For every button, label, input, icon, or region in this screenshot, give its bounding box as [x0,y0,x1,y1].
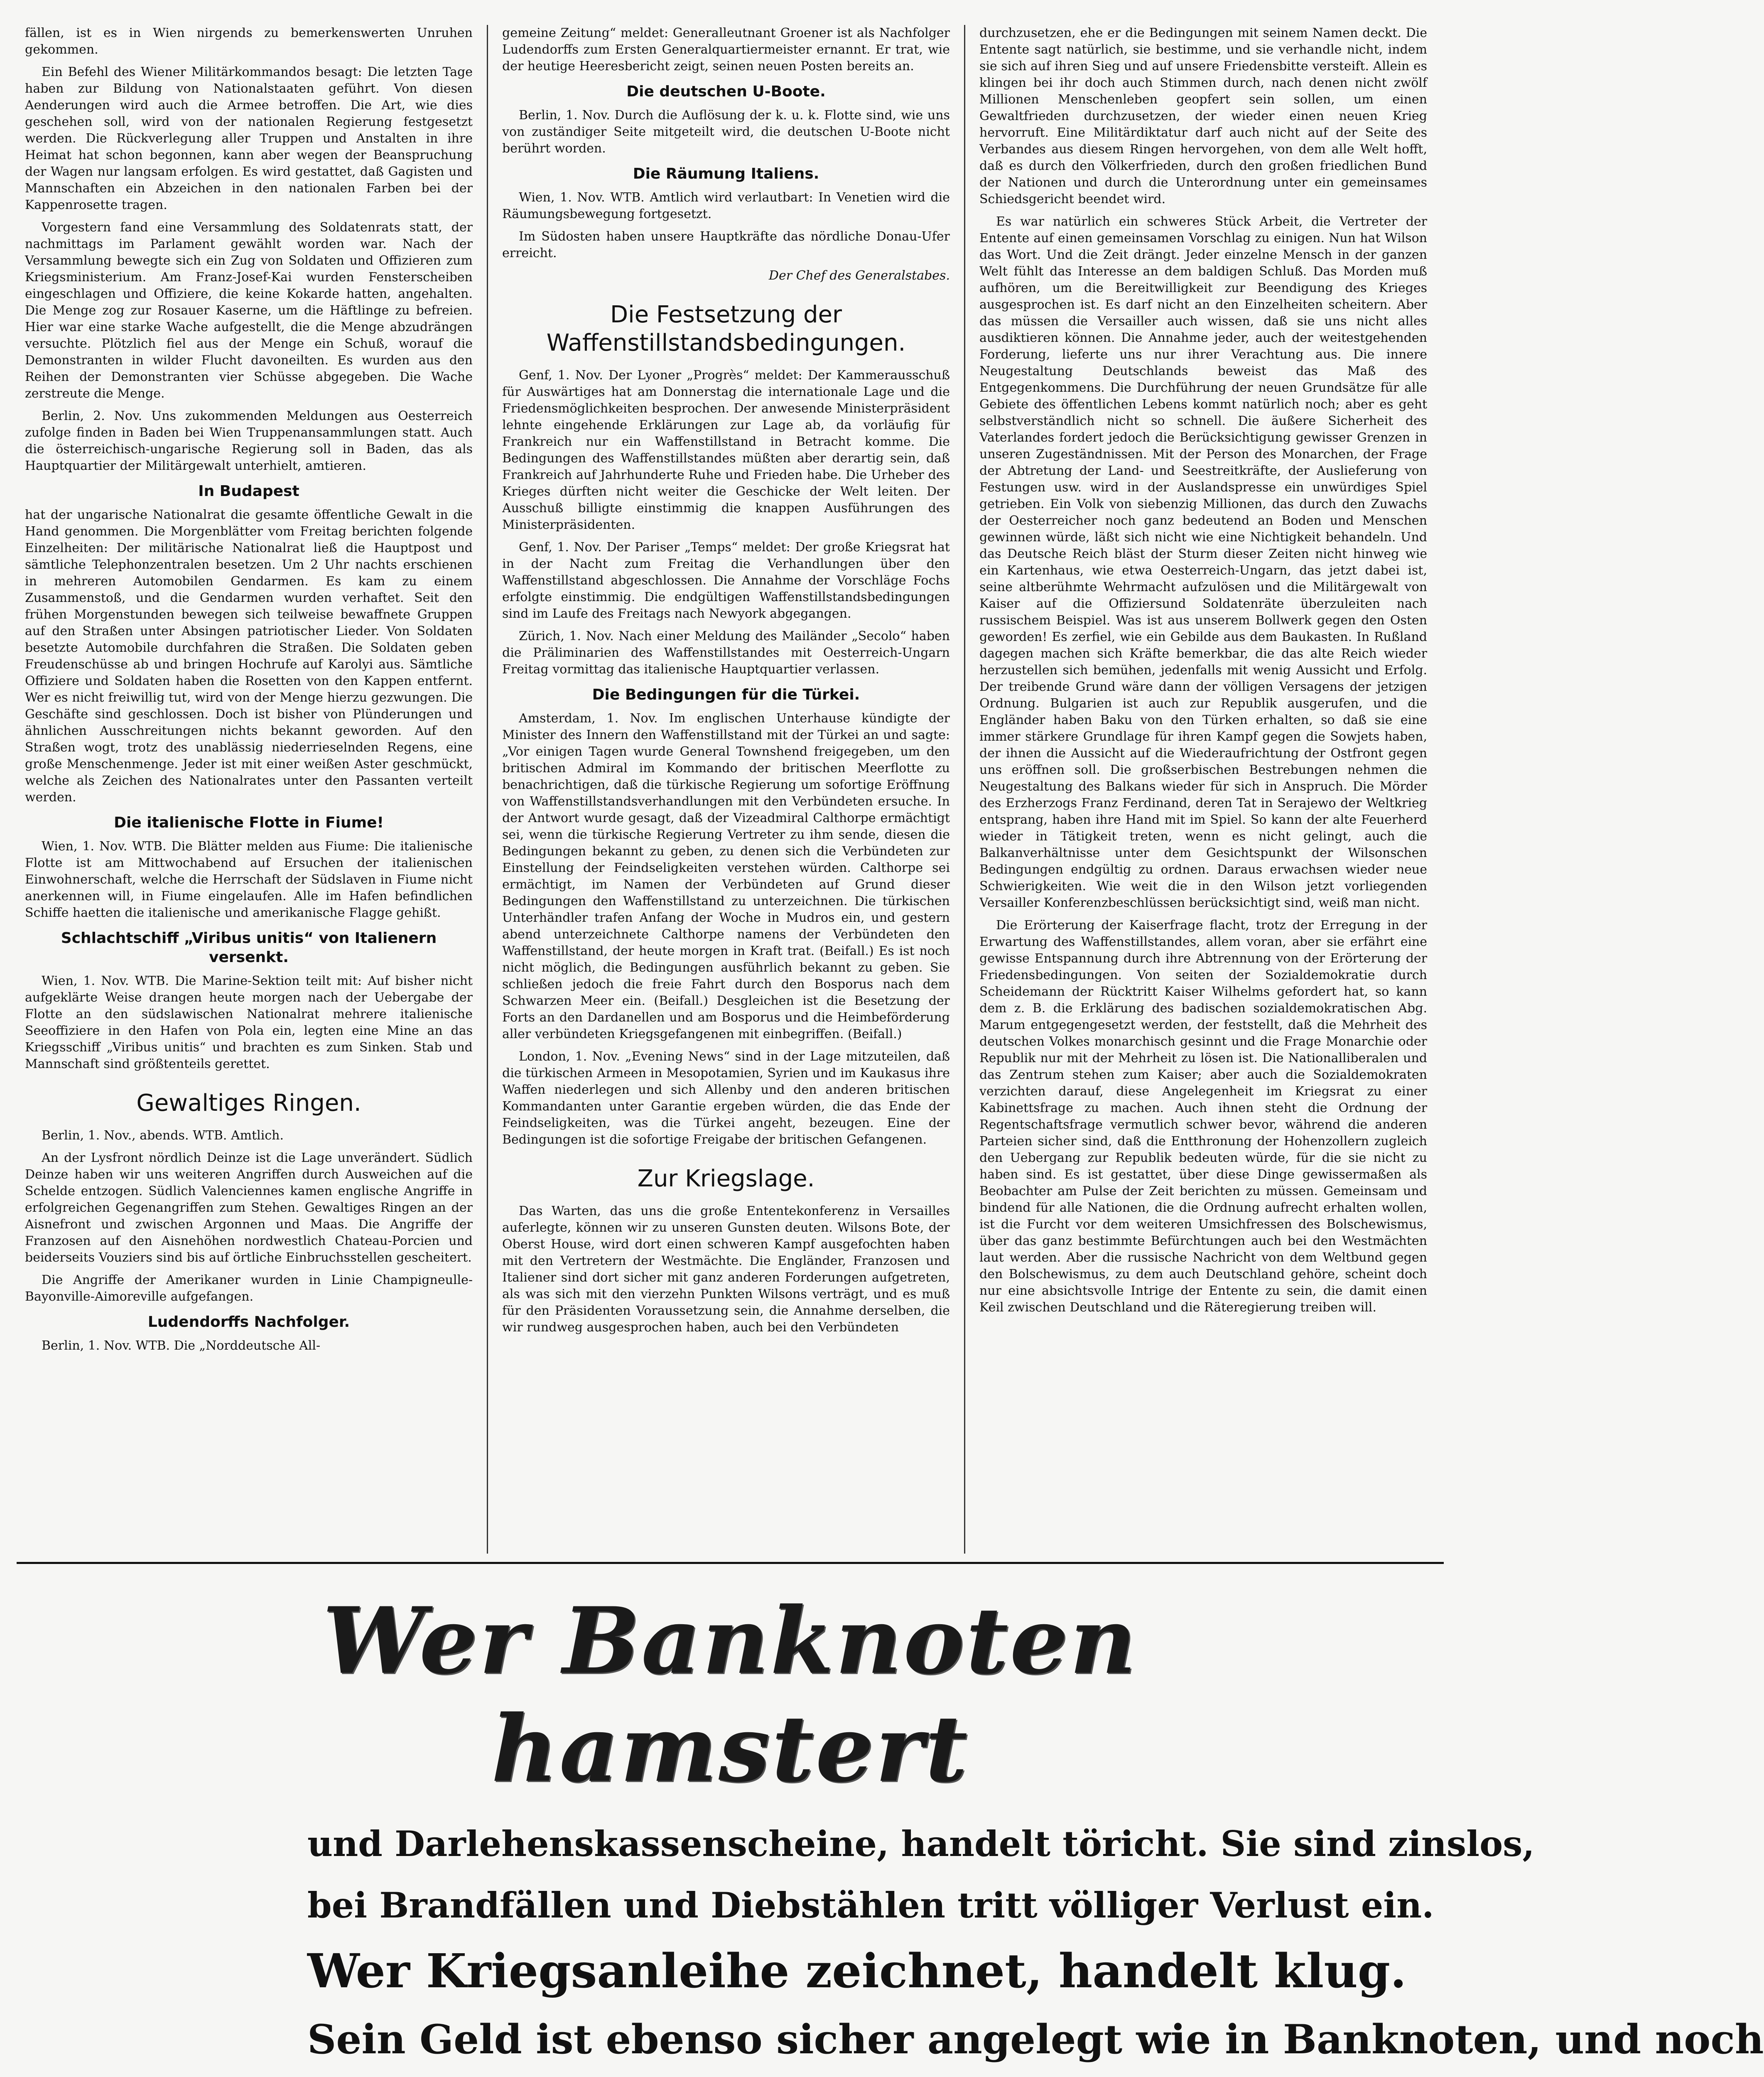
article-heading: Schlachtschiff „Viribus unitis“ von Italienern versenkt. [61,930,437,966]
article-heading: In Budapest [198,483,299,500]
article-paragraph: Berlin, 1. Nov. Durch die Auflösung der k. u. k. Flotte sind, wie uns von zuständiger Seite mitgeteilt wird, die deutschen U-Boote nicht berührt worden. [502,108,950,156]
article-heading: Die Bedingungen für die Türkei. [592,686,860,703]
article-paragraph: durchzusetzen, ehe er die Bedingungen mit seinem Namen deckt. Die Entente sagt natürlich, sie bestimme, und sie verhandle nicht, indem sie sich auf ihren Sieg und auf unsere Friedensbitte versteift. Allein es klingen bei ihr doch auch Stimmen durch, nach denen nicht zwölf Millionen Menschenleben geopfert sein sollen, um einen Gewaltfrieden durchzusetzen, der wieder einen neuen Krieg hervorruft. Eine Militärdiktatur darf auch nicht auf der Seite des Verbandes aus diesem Ringen hervorgehen, von dem alle Welt hofft, daß es durch den Völkerfrieden, durch den großen friedlichen Bund der Nationen und durch die Unterordnung unter ein gemeinsames Schiedsgericht beendet wird. [979,26,1427,206]
article-heading: Ludendorffs Nachfolger. [147,1313,350,1331]
column-2 [487,25,964,1554]
article-paragraph: Es war natürlich ein schweres Stück Arbeit, die Vertreter der Entente auf einen gemeinsamen Vorschlag zu einigen. Nun hat Wilson das Wort. Und die Zeit drängt. Jeder einzelne Mensch in der ganzen Welt fühlt das Interesse an dem baldigen Schluß. Das Morden muß aufhören, um die Bereitwilligkeit zur Beendigung des Krieges ausgesprochen ist. Es darf nicht an den Einzelheiten scheitern. Aber das müssen die Versailler auch wissen, daß sie uns nicht alles ausdiktieren können. Die Annahme jeder, auch der weitestgehenden Forderung, lieferte uns nur ihrer Verachtung aus. Die innere Neugestaltung Deutschlands beweist das Maß des Entgegenkommens. Die Durchführung der neuen Grundsätze für alle Gebiete des öffentlichen Lebens kommt natürlich noch; aber es geht selbstverständlich nicht so schnell. Die äußere Sicherheit des Vaterlandes fordert jedoch die Berücksichtigung gewisser Grenzen in unseren Zugeständnissen. Mit der Person des Monarchen, der Frage der Abtretung der Land- und Seestreitkräfte, der Auslieferung von Festungen usw. wird in der Auslandspresse ein unwürdiges Spiel getrieben. Ein Volk von siebenzig Millionen, das durch den Zuwachs der Oesterreicher noch ganz bedeutend an Boden und Menschen gewinnen würde, läßt sich nicht wie eine Nichtigkeit behandeln. Und das Deutsche Reich bläst der Sturm dieser Zeiten nicht hinweg wie ein Kartenhaus, wie etwa Oesterreich-Ungarn, das jetzt dabei ist, seine altberühmte Wehrmacht aufzulösen und die Militärgewalt von Kaiser auf die Offiziersund Soldatenräte überzuleiten nach russischem Beispiel. Was ist aus unserem Bollwerk gegen den Osten geworden! Es zerfiel, wie ein Gebilde aus dem Baukasten. In Rußland dagegen machen sich Kräfte bemerkbar, die das alte Reich wieder herzustellen sich bemühen, jedenfalls mit wenig Aussicht und Erfolg. Der treibende Grund wäre dann der völligen Versagens der jetzigen Ordnung. Bulgarien ist auch zur Republik ausgerufen, und die Engländer haben Baku von den Türken erhalten, so daß sie eine immer stärkere Grundlage für ihren Kampf gegen die Sowjets haben, der ihnen die Aussicht auf die Wiederaufrichtung der Ostfront gegen uns eröffnen soll. Die großserbischen Bestrebungen nehmen die Neugestaltung des Balkans wieder für sich in Anspruch. Die Mörder des Erzherzogs Franz Ferdinand, deren Tat in Serajewo der Weltkrieg entsprang, haben ihre Hand mit im Spiel. So kann der alte Feuerherd wieder in Tätigkeit treten, wenn es nicht gelingt, auch die Balkanverhältnisse unter dem Gesichtspunkt der Wilsonschen Bedingungen endgültig zu ordnen. Daraus erwachsen wieder neue Schwierigkeiten. Wie weit die in den Wilson jetzt vorliegenden Versailler Konferenzbeschlüssen berücksichtigt sind, weiß man nicht. [979,214,1427,910]
article-paragraph: Berlin, 1. Nov., abends. WTB. Amtlich. [42,1128,284,1143]
ad-text-line-4: Sein Geld ist ebenso sicher angelegt wie in Banknoten, und noch [307,2016,1764,2063]
article-paragraph: fällen, ist es in Wien nirgends zu bemerkenswerten Unruhen gekommen. [25,26,473,57]
article-paragraph: Berlin, 1. Nov. WTB. Die „Norddeutsche All- [42,1338,321,1353]
section-heading: Die Festsetzung der Waffenstillstandsbedingungen. [546,301,906,356]
article-paragraph: An der Lysfront nördlich Deinze ist die Lage unverändert. Südlich Deinze haben wir uns weiteren Angriffen durch Ausweichen auf die Schelde entzogen. Südlich Valenciennes kamen englische Angriffe in erfolgreichen Gegenangriffen zum Stehen. Gewaltiges Ringen an der Aisnefront und zwischen Argonnen und Maas. Die Angriffe der Franzosen auf den Aisnehöhen nordwestlich Chateau-Porcien und beiderseits Vouziers sind bis auf örtliche Einbruchsstellen gescheitert. [25,1151,473,1265]
article-paragraph: Ein Befehl des Wiener Militärkommandos besagt: Die letzten Tage haben zur Bildung von Nationalstaaten geführt. Von diesen Aenderungen wird auch die Armee betroffen. Die Art, wie dies geschehen soll, wird von der nationalen Regierung festgesetzt werden. Die Rückverlegung aller Truppen und Anstalten in ihre Heimat hat schon begonnen, kann aber wegen der Beanspruchung der Wagen nur langsam erfolgen. Es wird gestattet, daß Gagisten und Mannschaften ein Abzeichen in den nationalen Farben bei der Kappenrosette tragen. [25,65,473,212]
column-1 [17,25,487,1554]
article-paragraph: Wien, 1. Nov. WTB. Die Blätter melden aus Fiume: Die italienische Flotte ist am Mittwochabend auf Ersuchen der italienischen Einwohnerschaft, welche die Herrschaft der Südslaven in Fiume nicht anerkennen will, in Fiume eingelaufen. Alle im Hafen befindlichen Schiffe haetten die italienische und amerikanische Flagge gehißt. [25,839,473,920]
article-paragraph: London, 1. Nov. „Evening News“ sind in der Lage mitzuteilen, daß die türkischen Armeen in Mesopotamien, Syrien und im Kaukasus ihre Waffen niederlegen und sich Allenby und den anderen britischen Kommandanten unter Garantie ergeben würden, die das Ende der Feindseligkeiten, was die Türkei angeht, bezeugen. Eine der Bedingungen ist die sofortige Freigabe der britischen Gefangenen. [502,1049,950,1147]
ad-text-line-2: bei Brandfällen und Diebstählen tritt völliger Verlust ein. [307,1885,1434,1926]
article-paragraph: hat der ungarische Nationalrat die gesamte öffentliche Gewalt in die Hand genommen. Die Morgenblätter vom Freitag berichten folgende Einzelheiten: Der militärische Nationalrat ließ die Hauptpost und sämtliche Telephonzentralen besetzen. Um 2 Uhr nachts erschienen in mehreren Automobilen Gendarmen. Es kam zu einem Zusammenstoß, und die Gendarmen wurden verhaftet. Seit den frühen Morgenstunden bewegen sich teilweise bewaffnete Gruppen auf den Straßen unter Absingen patriotischer Lieder. Von Soldaten besetzte Automobile durchfahren die Straßen. Die Soldaten geben Freudenschüsse ab und bringen Hochrufe auf Karolyi aus. Sämtliche Offiziere und Soldaten haben die Rosetten von den Kappen entfernt. Wer es nicht freiwillig tut, wird von der Menge hierzu gezwungen. Die Geschäfte sind geschlossen. Doch ist bisher von Plünderungen und ähnlichen Ausschreitungen nichts bekannt geworden. Auf den Straßen wogt, trotz des unablässig niederrieselnden Regens, eine große Menschenmenge. Jeder ist mit einer weißen Aster geschmückt, welche als Zeichen des Nationalrates unter den Passanten verteilt werden. [25,508,473,805]
article-paragraph: Berlin, 2. Nov. Uns zukommenden Meldungen aus Oesterreich zufolge finden in Baden bei Wien Truppenansammlungen statt. Auch die österreichisch-ungarische Regierung soll in Baden, das als Hauptquartier der Militärgewalt unterhielt, amtieren. [25,409,473,473]
war-bond-advertisement [83,1587,1764,2077]
section-divider [17,1562,1444,1564]
article-paragraph: Wien, 1. Nov. WTB. Die Marine-Sektion teilt mit: Auf bisher nicht aufgeklärte Weise drangen heute morgen nach der Uebergabe der Flotte an den südslawischen Nationalrat mehrere italienische Seeoffiziere in den Hafen von Pola ein, legten eine Mine an das Kriegsschiff „Viribus unitis“ und brachten es zum Sinken. Stab und Mannschaft sind größtenteils gerettet. [25,974,473,1071]
article-paragraph: Im Südosten haben unsere Hauptkräfte das nördliche Donau-Ufer erreicht. [502,229,950,260]
article-paragraph: gemeine Zeitung“ meldet: Generalleutnant Groener ist als Nachfolger Ludendorffs zum Ersten Generalquartiermeister ernannt. Er trat, wie der heutige Heeresbericht zeigt, seinen neuen Posten bereits an. [502,26,950,74]
article-paragraph: Die Erörterung der Kaiserfrage flacht, trotz der Erregung in der Erwartung des Waffenstillstandes, allem voran, aber sie erfährt eine gewisse Entspannung durch ihre Abtrennung von der Erörterung der Friedensbedingungen. Von seiten der Sozialdemokratie durch Scheidemann der Rücktritt Kaiser Wilhelms gefordert hat, so kann dem z. B. die Erklärung des badischen sozialdemokratischen Abg. Marum entgegengesetzt werden, der feststellt, daß die Mehrheit des deutschen Volkes monarchisch gesinnt und die Frage Monarchie oder Republik nur mit der Mehrheit zu lösen ist. Die Nationalliberalen und das Zentrum stehen zum Kaiser; aber auch die Sozialdemokraten verzichten darauf, diese Angelegenheit im Kriegsrat zu einer Kabinettsfrage zu machen. Auch ihnen steht die Ordnung der Regentschaftsfrage vermutlich schwer bevor, während die anderen Parteien sicher sind, daß die Entthronung der Hohenzollern zugleich den Uebergang zur Republik bedeuten würde, für die sie nicht zu haben sind. Es ist gestattet, über diese Dinge gewissermaßen als Beobachter am Pulse der Zeit berichten zu müssen. Gemeinsam und bindend für alle Nationen, die die Ordnung aufrecht erhalten wollen, ist die Furcht vor dem weiteren Umsichfressen des Bolschewismus, über das ganz bestimmte Befürchtungen auch bei den Westmächten laut werden. Aber die russische Nachricht von dem Weltbund gegen den Bolschewismus, zu dem auch Deutschland gehöre, scheint doch nur eine absichtsvolle Intrige der Entente zu sein, die damit einen Keil zwischen Deutschland und die Räteregierung treiben will. [979,918,1427,1315]
section-heading: Zur Kriegslage. [637,1165,815,1192]
article-paragraph: Genf, 1. Nov. Der Lyoner „Progrès“ meldet: Der Kammerausschuß für Auswärtiges hat am Donnerstag die internationale Lage und die Friedensmöglichkeiten besprochen. Der anwesende Ministerpräsident lehnte eingehende Erklärungen zur Lage ab, da vorläufig für Frankreich nur ein Waffenstillstand in Betracht komme. Die Bedingungen des Waffenstillstandes müßten aber derartig sein, daß Frankreich auf Jahrhunderte Ruhe und Frieden habe. Die Urheber des Krieges dürften nicht weiter die Geschicke der Welt leiten. Der Ausschuß billigte einstimmig die knappen Ausführungen des Ministerpräsidenten. [502,368,950,532]
article-paragraph: Amsterdam, 1. Nov. Im englischen Unterhause kündigte der Minister des Innern den Waffenstillstand mit der Türkei an und sagte: „Vor einigen Tagen wurde General Townshend freigegeben, um den britischen Admiral im Kommando der britischen Meerflotte zu benachrichtigen, daß die türkische Regierung um sofortige Eröffnung von Waffenstillstandsverhandlungen mit den Verbündeten ersuche. In der Antwort wurde gesagt, daß der Vizeadmiral Calthorpe ermächtigt sei, wenn die türkische Regierung Vertreter zu ihm sende, diesen die Bedingungen bekannt zu geben, zu denen sich die Verbündeten zur Einstellung der Feindseligkeiten verstehen würden. Calthorpe sei ermächtigt, im Namen der Verbündeten auf Grund dieser Bedingungen den Waffenstillstand zu unterzeichnen. Die türkischen Unterhändler trafen Anfang der Woche in Mudros ein, und gestern abend unterzeichnete Calthorpe namens der Verbündeten den Waffenstillstand, der heute morgen in Kraft trat. (Beifall.) Es ist noch nicht möglich, die Bedingungen ausführlich bekannt zu geben. Sie schließen jedoch die freie Fahrt durch den Bosporus nach dem Schwarzen Meer ein. (Beifall.) Desgleichen ist die Besetzung der Forts an den Dardanellen und am Bosporus und die Heimbeförderung aller verbündeten Kriegsgefangenen mit einbegriffen. (Beifall.) [502,711,950,1041]
article-columns [17,25,1441,1554]
article-paragraph: Wien, 1. Nov. WTB. Amtlich wird verlautbart: In Venetien wird die Räumungsbewegung fortgesetzt. [502,190,950,221]
article-paragraph: Vorgestern fand eine Versammlung des Soldatenrats statt, der nachmittags im Parlament gewählt worden war. Nach der Versammlung bewegte sich ein Zug von Soldaten und Offizieren zum Kriegsministerium. Am Franz-Josef-Kai wurden Fensterscheiben eingeschlagen und Offiziere, die keine Kokarde hatten, angehalten. Die Menge zog zur Rosauer Kaserne, um die Häftlinge zu befreien. Hier war eine starke Wache aufgestellt, die die Menge abzudrängen versuchte. Plötzlich fiel aus der Menge ein Schuß, worauf die Demonstranten in wilder Flucht davoneilten. Es wurden aus den Reihen der Demonstranten vier Schüsse abgegeben. Die Wache zerstreute die Menge. [25,220,473,401]
article-heading: Die italienische Flotte in Fiume! [114,814,384,831]
article-signature: Der Chef des Generalstabes. [768,268,950,283]
article-paragraph: Zürich, 1. Nov. Nach einer Meldung des Mailänder „Secolo“ haben die Präliminarien des Waffenstillstandes mit Oesterreich-Ungarn Freitag vormittag das italienische Hauptquartier verlassen. [502,629,950,677]
article-paragraph: Genf, 1. Nov. Der Pariser „Temps“ meldet: Der große Kriegsrat hat in der Nacht zum Freitag die Verhandlungen über den Waffenstillstand abgeschlossen. Die Annahme der Vorschläge Fochs erfolgte einstimmig. Die endgültigen Waffenstillstandsbedingungen sind im Laufe des Freitags nach Newyork abgegangen. [502,540,950,621]
article-heading: Die Räumung Italiens. [633,165,819,182]
section-heading: Gewaltiges Ringen. [136,1090,361,1117]
article-paragraph: Die Angriffe der Amerikaner wurden in Linie Champigneulle-Bayonville-Aimoreville aufgefangen. [25,1273,473,1304]
column-3 [964,25,1441,1554]
ad-text-line-1: und Darlehenskassenscheine, handelt töricht. Sie sind zinslos, [307,1823,1535,1864]
ad-headline: Wer Banknoten hamstert [322,1587,1138,1802]
article-heading: Die deutschen U-Boote. [626,83,826,100]
ad-text-line-3: Wer Kriegsanleihe zeichnet, handelt klug. [307,1944,1407,1998]
article-paragraph: Das Warten, das uns die große Ententekonferenz in Versailles auferlegte, können wir zu unseren Gunsten deuten. Wilsons Bote, der Oberst House, wird dort einen schweren Kampf ausgefochten haben mit den Vertretern der Westmächte. Die Engländer, Franzosen und Italiener sind dort sicher mit ganz anderen Forderungen aufgetreten, als was sich mit den vierzehn Punkten Wilsons verträgt, und es muß für den Präsidenten Voraussetzung sein, die Annahme derselben, die wir rundweg ausgesprochen haben, auch bei den Verbündeten [502,1204,950,1335]
